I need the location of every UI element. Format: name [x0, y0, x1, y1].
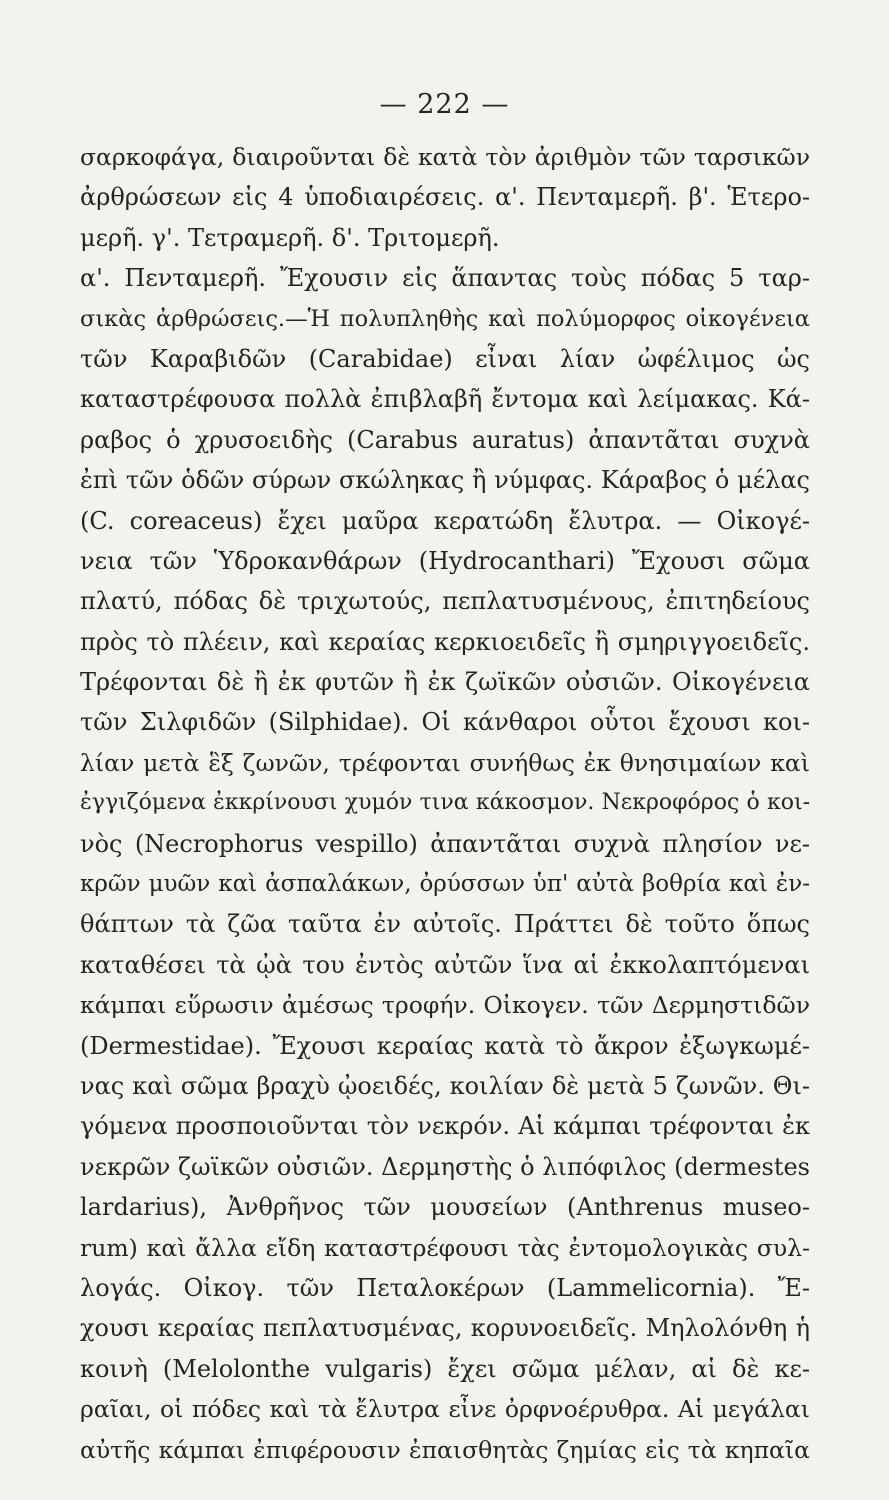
text-line: ἀρθρώσεων εἰς 4 ὑποδιαιρέσεις. α'. Πενταμερῆ. β'. Ἑτερο-	[80, 183, 810, 212]
text-line: κάμπαι εὕρωσιν ἀμέσως τροφήν. Οἰκογεν. τῶν Δερμηστιδῶν	[80, 991, 810, 1020]
text-line: καταθέσει τὰ ᾠὰ του ἐντὸς αὐτῶν ἵνα αἱ ἐκκολαπτόμεναι	[80, 950, 810, 979]
text-line: καταστρέφουσα πολλὰ ἐπιβλαβῆ ἔντομα καὶ λείμακας. Κά-	[80, 385, 810, 414]
text-line: (Dermestidae). Ἔχουσι κεραίας κατὰ τὸ ἄκρον ἐξωγκωμέ-	[80, 1031, 810, 1060]
text-line: θάπτων τὰ ζῶα ταῦτα ἐν αὐτοῖς. Πράττει δὲ τοῦτο ὅπως	[80, 910, 810, 939]
text-line: λογάς. Οἰκογ. τῶν Πεταλοκέρων (Lammelicornia). Ἔ-	[80, 1273, 810, 1302]
text-line: rum) καὶ ἄλλα εἴδη καταστρέφουσι τὰς ἐντομολογικὰς συλ-	[80, 1233, 810, 1262]
text-line: νεια τῶν Ὑδροκανθάρων (Hydrocanthari) Ἔχουσι σῶμα	[80, 546, 810, 575]
text-line: (C. coreaceus) ἔχει μαῦρα κερατώδη ἔλυτρα. — Οἰκογέ-	[80, 506, 810, 535]
text-line: γόμενα προσποιοῦνται τὸν νεκρόν. Αἱ κάμπαι τρέφονται ἐκ	[80, 1112, 810, 1141]
text-line: κοινὴ (Melolonthe vulgaris) ἔχει σῶμα μέλαν, αἱ δὲ κε-	[80, 1354, 810, 1383]
text-line: lardarius), Ἀνθρῆνος τῶν μουσείων (Anthrenus museo-	[80, 1193, 810, 1222]
text-line: ἐγγιζόμενα ἐκκρίνουσι χυμόν τινα κάκοσμον. Νεκροφόρος ὁ κοι-	[80, 790, 810, 816]
text-line: ραῖαι, οἱ πόδες καὶ τὰ ἔλυτρα εἶνε ὀρφνοέρυθρα. Αἱ μεγάλαι	[80, 1395, 810, 1424]
text-line: χουσι κεραίας πεπλατυσμένας, κορυνοειδεῖς. Μηλολόνθη ἡ	[80, 1314, 810, 1343]
text-line: λίαν μετὰ ἓξ ζωνῶν, τρέφονται συνήθως ἐκ θνησιμαίων καὶ	[80, 748, 810, 777]
text-line: νὸς (Necrophorus vespillo) ἀπαντᾶται συχνὰ πλησίον νε-	[80, 829, 810, 858]
text-line: ἐπὶ τῶν ὁδῶν σύρων σκώληκας ἢ νύμφας. Κάραβος ὁ μέλας	[80, 466, 810, 495]
text-line: Τρέφονται δὲ ἢ ἐκ φυτῶν ἢ ἐκ ζωϊκῶν οὐσιῶν. Οἰκογένεια	[80, 668, 810, 697]
text-line: τῶν Σιλφιδῶν (Silphidae). Οἱ κάνθαροι οὗτοι ἔχουσι κοι-	[80, 708, 810, 737]
text-line: ραβος ὁ χρυσοειδὴς (Carabus auratus) ἀπαντᾶται συχνὰ	[80, 425, 810, 454]
page-number: — 222 —	[379, 89, 510, 120]
text-line: σαρκοφάγα, διαιροῦνται δὲ κατὰ τὸν ἀριθμὸν τῶν ταρσικῶν	[80, 143, 810, 171]
text-line: μερῆ. γ'. Τετραμερῆ. δ'. Τριτομερῆ.	[80, 223, 500, 252]
text-line: αὐτῆς κάμπαι ἐπιφέρουσιν ἐπαισθητὰς ζημίας εἰς τὰ κηπαῖα	[80, 1435, 810, 1464]
text-line: α'. Πενταμερῆ. Ἔχουσιν εἰς ἅπαντας τοὺς πόδας 5 ταρ-	[80, 264, 810, 293]
text-line: πρὸς τὸ πλέειν, καὶ κεραίας κερκιοειδεῖς ἢ σμηριγγοειδεῖς.	[80, 627, 810, 656]
body-text	[80, 137, 810, 1470]
text-line: σικὰς ἀρθρώσεις.—Ἡ πολυπληθὴς καὶ πολύμορφος οἰκογένεια	[80, 305, 810, 332]
text-line: νας καὶ σῶμα βραχὺ ᾠοειδές, κοιλίαν δὲ μετὰ 5 ζωνῶν. Θι-	[80, 1071, 810, 1100]
text-line: νεκρῶν ζωϊκῶν οὐσιῶν. Δερμηστὴς ὁ λιπόφιλος (dermestes	[80, 1152, 810, 1181]
text-line: τῶν Καραβιδῶν (Carabidae) εἶναι λίαν ὠφέλιμος ὡς	[80, 344, 810, 373]
text-line: πλατύ, πόδας δὲ τριχωτούς, πεπλατυσμένους, ἐπιτηδείους	[80, 587, 810, 616]
text-line: κρῶν μυῶν καὶ ἀσπαλάκων, ὀρύσσων ὑπ' αὐτὰ βοθρία καὶ ἐν-	[80, 871, 810, 898]
